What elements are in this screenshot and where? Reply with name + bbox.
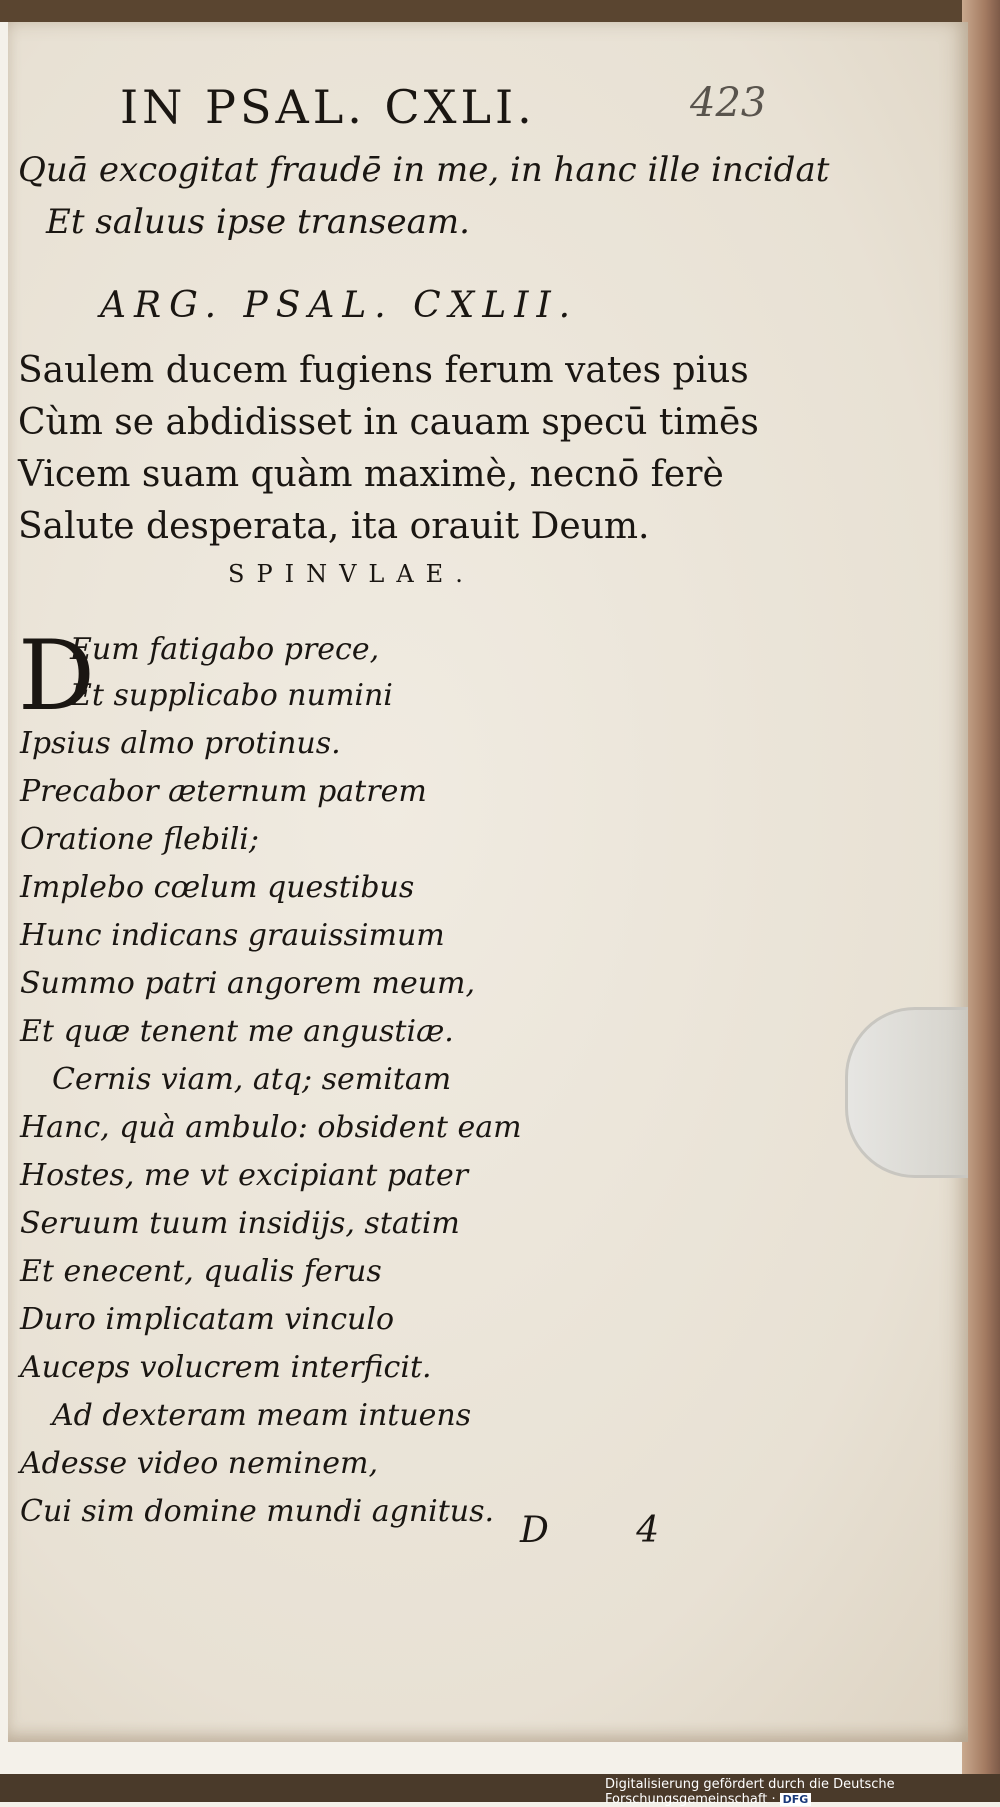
page-clip bbox=[845, 1007, 968, 1178]
argument-line-4: Salute desperata, ita orauit Deum. bbox=[18, 506, 650, 547]
closing-line-1: Quā excogitat fraudē in me, in hanc ille incidat bbox=[18, 150, 830, 190]
poem-line: Implebo cœlum questibus bbox=[20, 870, 415, 905]
closing-line-2: Et saluus ipse transeam. bbox=[46, 202, 470, 242]
poem-line: Auceps volucrem interficit. bbox=[20, 1350, 432, 1385]
argument-heading: ARG. PSAL. CXLII. bbox=[100, 285, 579, 326]
digitization-credit-text: Digitalisierung gefördert durch die Deutsche Forschungsgemeinschaft · bbox=[605, 1777, 895, 1807]
drop-cap: D bbox=[18, 620, 95, 732]
poem-line: Precabor æternum patrem bbox=[20, 774, 427, 809]
poem-line: Ipsius almo protinus. bbox=[20, 726, 341, 761]
poem-line: Adesse video neminem, bbox=[20, 1446, 378, 1481]
poem-line: Cernis viam, atq; semitam bbox=[52, 1062, 452, 1097]
argument-line-3: Vicem suam quàm maximè, necnō ferè bbox=[18, 454, 724, 495]
poem-line: Et enecent, qualis ferus bbox=[20, 1254, 382, 1289]
poem-line: Seruum tuum insidijs, statim bbox=[20, 1206, 460, 1241]
running-title: IN PSAL. CXLI. bbox=[120, 80, 536, 134]
poem-line: Oratione flebili; bbox=[20, 822, 260, 857]
dfg-logo: DFG bbox=[780, 1793, 812, 1806]
poem-line: Cui sim domine mundi agnitus. bbox=[20, 1494, 495, 1529]
poem-line: Duro implicatam vinculo bbox=[20, 1302, 395, 1337]
folio-number: 423 bbox=[690, 80, 767, 126]
signature-mark: D 4 bbox=[520, 1510, 698, 1551]
author-heading: SPINVLAE. bbox=[228, 560, 475, 588]
poem-line: Hunc indicans grauissimum bbox=[20, 918, 445, 953]
book-binding-top bbox=[0, 0, 1000, 22]
digitization-credit bbox=[605, 1777, 1000, 1807]
poem-line: Ad dexteram meam intuens bbox=[52, 1398, 472, 1433]
poem-line: Eum fatigabo prece, bbox=[70, 632, 380, 667]
poem-line: Et quæ tenent me angustiæ. bbox=[20, 1014, 454, 1049]
poem-line: Hanc, quà ambulo: obsident eam bbox=[20, 1110, 522, 1145]
argument-line-2: Cùm se abdidisset in cauam specū timēs bbox=[18, 402, 759, 443]
poem-line: Summo patri angorem meum, bbox=[20, 966, 476, 1001]
argument-line-1: Saulem ducem fugiens ferum vates pius bbox=[18, 350, 749, 391]
poem-line: Et supplicabo numini bbox=[70, 678, 393, 713]
poem-line: Hostes, me vt excipiant pater bbox=[20, 1158, 469, 1193]
